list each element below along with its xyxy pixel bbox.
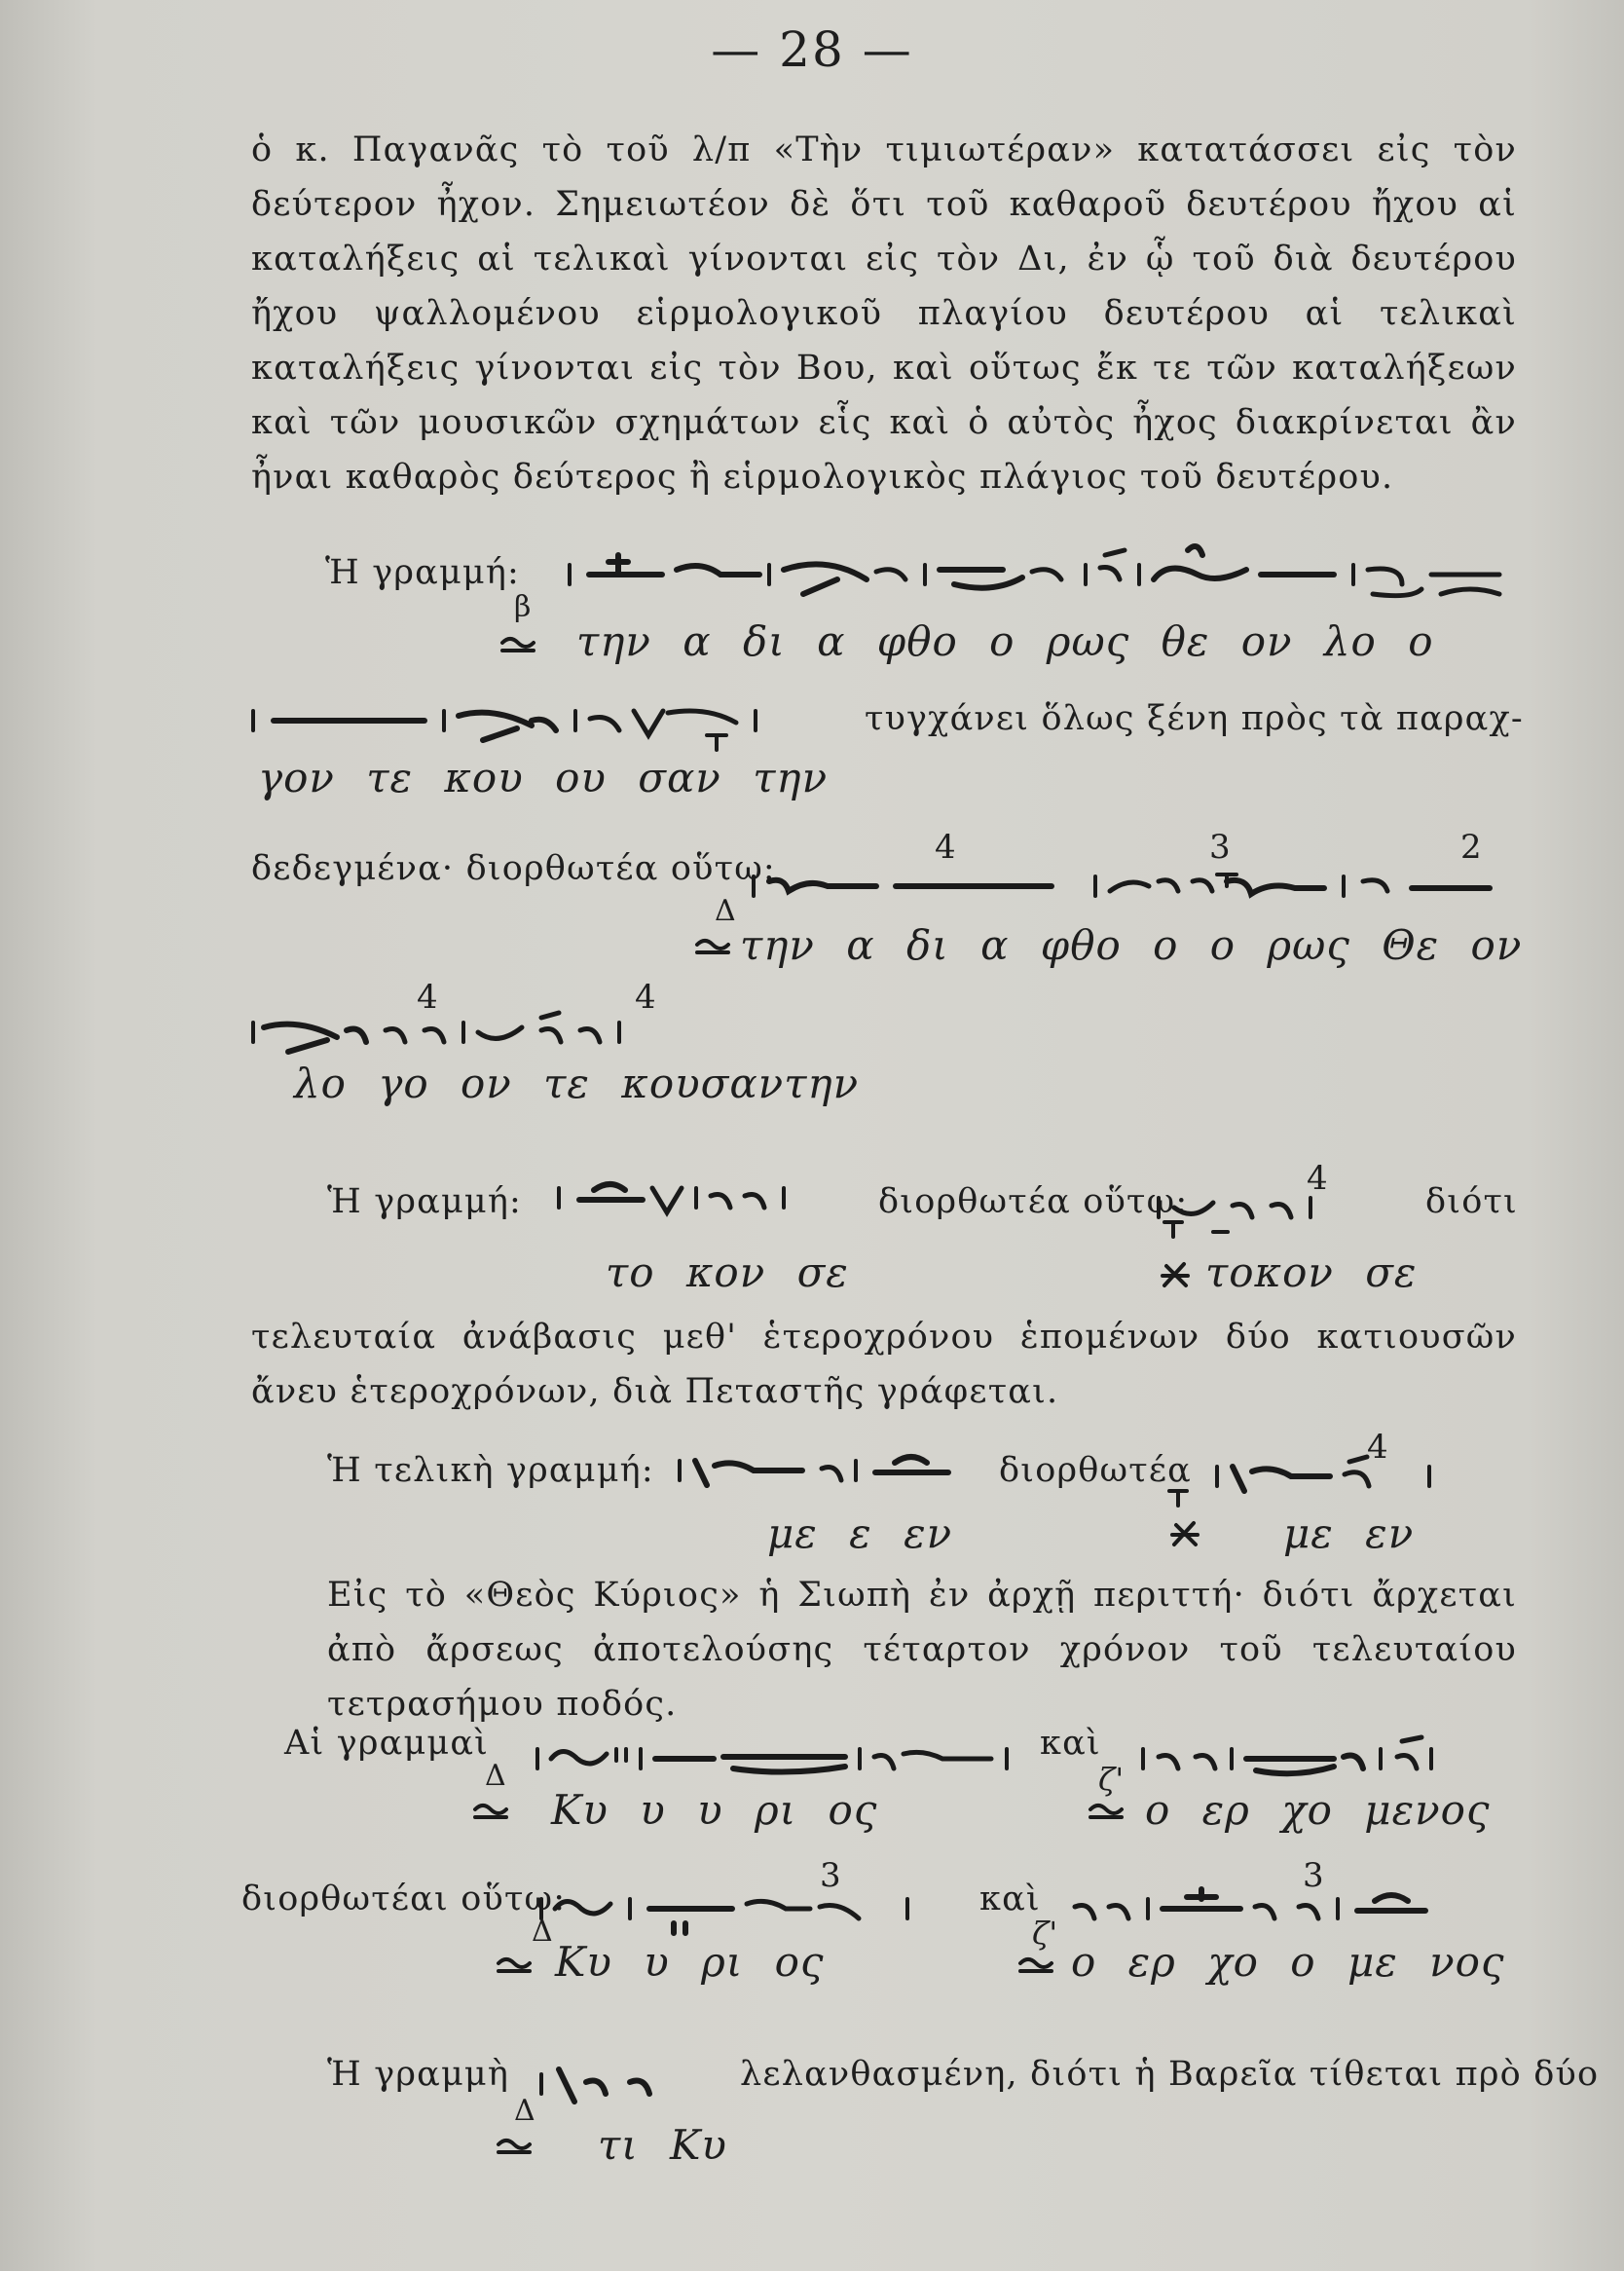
paragraph-intro: ὁ κ. Παγανᾶς τὸ τοῦ λ/π «Τὴν τιμιωτέραν» κατατάσσει εἰς τὸν δεύτερον ἦχον. Σημειωτέον δὲ ὅτι τοῦ καθαροῦ δευτέρου ἤχου αἱ καταλήξεις αἱ τελικαὶ γίνονται εἰς τὸν Δι, ἐν ᾧ τοῦ διὰ δευτέρου ἤχου ψαλλομένου εἱρμολογικοῦ πλαγίου δευτέρου αἱ τελικαὶ καταλήξεις γίνονται εἰς τὸν Βου, καὶ οὕτως ἔκ τε τῶν καταλήξεων καὶ τῶν μουσικῶν σχημάτων εἷς καὶ ὁ αὐτὸς ἦχος διακρίνεται ἂν ἦναι καθαρὸς δεύτερος ἢ εἱρμολογικὸς πλάγιος τοῦ δευτέρου. <box>251 130 1517 497</box>
example4-fthora-icon <box>1166 1515 1205 1554</box>
example3-end-text: διότι <box>1425 1182 1518 1221</box>
example3-digit: 4 <box>1307 1159 1328 1198</box>
example2-syllables-line2: λο γο ον τε κουσαντην <box>294 1060 860 1107</box>
example2-digit-5: 4 <box>635 978 656 1017</box>
example7-label: Ἡ γραμμὴ <box>327 2055 510 2094</box>
example1-tail: τυγχάνει ὅλως ξένη πρὸς τὰ παραχ- <box>865 699 1524 738</box>
example7-tail: λελανθασμένη, διότι ἡ Βαρεῖα τίθεται πρὸ δύο <box>740 2055 1600 2094</box>
example6-mark: Δ <box>532 1915 553 1949</box>
example1-neumes-line1 <box>565 540 1519 618</box>
example6-digit: 3 <box>820 1856 841 1895</box>
example2-digit-1: 4 <box>935 828 956 867</box>
example3-syllables-left: το κον σε <box>606 1248 849 1296</box>
example7-neumes <box>537 2055 713 2123</box>
example3-neumes-right <box>1155 1178 1427 1247</box>
example2-label: δεδεγμένα· διορθωτέα οὕτω: <box>251 849 776 888</box>
example2-digit-3: 2 <box>1460 828 1482 867</box>
example1-syllables-line1: την α δι α φθο ο ρως θε ον λο ο <box>576 617 1434 665</box>
example5-syllables-right: ο ερ χο μενος <box>1145 1786 1491 1834</box>
example6-ison-icon-2 <box>1016 1954 1065 1977</box>
example6-label: διορθωτέαι οὕτω: <box>241 1880 567 1918</box>
example4-mid-label: διορθωτέα <box>999 1451 1192 1490</box>
example7-syllables: τι Κυ <box>598 2121 727 2169</box>
example7-mark: Δ <box>514 2094 535 2128</box>
example5-syllables-left: Κυ υ υ ρι ος <box>551 1786 878 1834</box>
example6-syllables-right: ο ερ χο ο με νος <box>1071 1938 1505 1986</box>
example3-mid-label: διορθωτέα οὕτω: <box>878 1182 1189 1221</box>
example3-label: Ἡ γραμμή: <box>327 1182 523 1221</box>
example1-syllables-line2: γον τε κου ου σαν την <box>258 754 829 801</box>
example1-mark: β <box>514 590 532 624</box>
example3-syllables-right: τοκον σε <box>1205 1248 1418 1296</box>
example4-neumes-left <box>676 1441 987 1509</box>
example6-ison-icon <box>495 1954 543 1977</box>
example4-neumes-right <box>1164 1447 1457 1515</box>
example6-syllables-left: Κυ υ ρι ος <box>555 1938 825 1986</box>
example5-mark: Δ <box>485 1759 506 1793</box>
example2-mark: Δ <box>715 894 736 928</box>
example3-neumes-left <box>555 1169 847 1237</box>
example7-ison-icon <box>495 2135 543 2158</box>
example4-syllables-right: με εν <box>1283 1509 1415 1557</box>
example4-digit: 4 <box>1367 1428 1388 1467</box>
example5-kai: καὶ <box>1040 1724 1101 1763</box>
example4-syllables-left: με ε εν <box>767 1509 953 1557</box>
example5-ison-icon <box>471 1800 520 1823</box>
example2-syllables-line1: την α δι α φθο ο ο ρως Θε ον <box>740 921 1523 969</box>
example1-ison-icon <box>498 633 547 656</box>
example2-neumes-line1 <box>750 857 1519 925</box>
example4-label: Ἡ τελικὴ γραμμή: <box>327 1451 654 1490</box>
paragraph-ascent: τελευταία ἀνάβασις μεθ' ἑτεροχρόνου ἑπομένων δύο κατιουσῶν ἄνευ ἑτεροχρόνων, διὰ Πεταστῆς γράφεται. <box>251 1318 1517 1411</box>
example5-label: Αἱ γραμμαὶ <box>284 1724 490 1763</box>
example3-fthora-icon <box>1157 1256 1196 1295</box>
paragraph-theos-kyrios: Εἰς τὸ «Θεὸς Κύριος» ἡ Σιωπὴ ἐν ἀρχῇ περιττή· διότι ἄρχεται ἀπὸ ἄρσεως ἀποτελούσης τέταρτον χρόνον τοῦ τελευταίου τετρασήμου ποδός. <box>327 1576 1517 1724</box>
example6-digit-2: 3 <box>1303 1856 1324 1895</box>
example1-label: Ἡ γραμμή: <box>325 553 521 592</box>
example6-mark2: ζ' <box>1032 1915 1058 1952</box>
example5-ison-icon-2 <box>1087 1800 1135 1823</box>
page-number: — 28 — <box>711 21 913 78</box>
example5-mark2: ζ' <box>1098 1761 1125 1798</box>
example2-digit-4: 4 <box>417 978 438 1017</box>
example2-ison-icon <box>693 935 742 958</box>
example6-kai: καὶ <box>979 1880 1041 1918</box>
example2-digit-2: 3 <box>1209 828 1231 867</box>
